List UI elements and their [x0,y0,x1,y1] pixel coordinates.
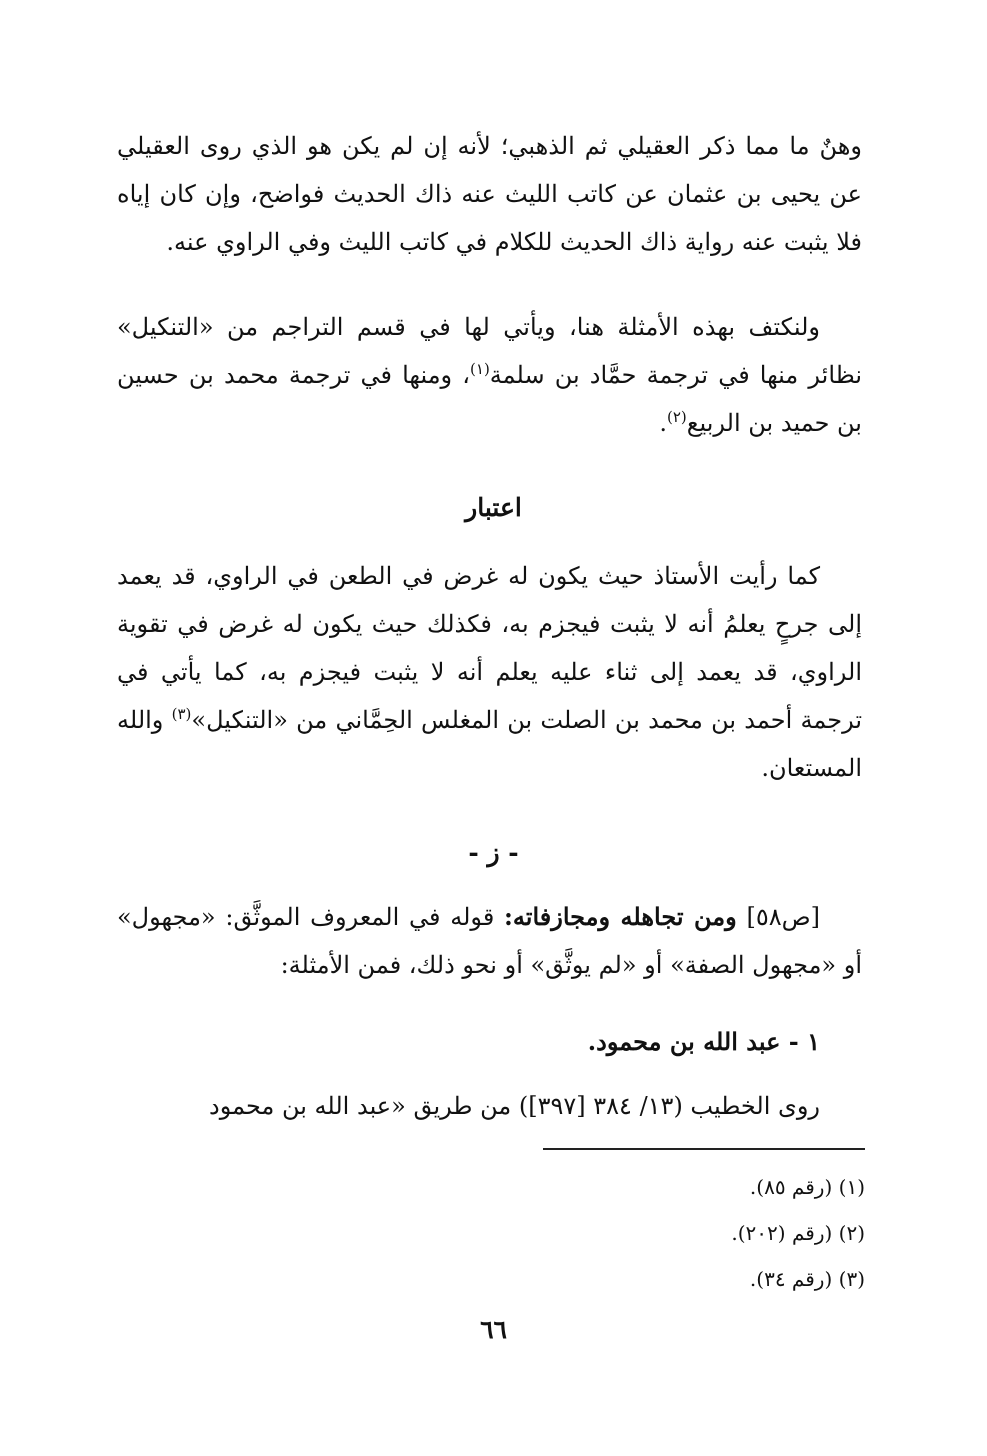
footnote-ref-2[interactable]: (٢) [666,408,687,426]
page-number: ٦٦ [480,1315,507,1344]
list-item-1-text: ١ - عبد الله بن محمود. [587,1027,820,1056]
paragraph-3 [117,552,862,792]
paragraph-4-bold: ومن تجاهله ومجازفاته: [504,902,737,931]
heading-itibar: اعتبار [465,493,522,522]
paragraph-5 [117,1082,862,1130]
page-reference: [ص٥٨] [746,903,820,931]
footnote-ref-3[interactable]: (٣) [171,705,192,723]
paragraph-2 [117,303,862,447]
paragraph-2-text-c: . [659,409,667,437]
paragraph-2-text-b: ، ومنها في ترجمة محمد بن حسين بن حميد بن الربيع [117,361,862,437]
footnote-3: (٣) (رقم ٣٤). [749,1267,865,1291]
paragraph-3-text-b: والله المستعان. [117,706,862,782]
paragraph-4 [117,893,862,989]
footnote-1: (١) (رقم ٨٥). [749,1175,865,1199]
paragraph-1-text: وهنٌ ما مما ذكر العقيلي ثم الذهبي؛ لأنه إن لم يكن هو الذي روى العقيلي عن يحيى بن عثمان عن كاتب الليث عنه ذاك الحديث فواضح، وإن كان إياه فلا يثبت عنه رواية ذاك الحديث للكلام في كاتب الليث وفي الراوي عنه. [117,132,862,256]
footnote-ref-1[interactable]: (١) [470,360,490,378]
footnote-divider [543,1148,865,1150]
paragraph-2-text-a: ولنكتف بهذه الأمثلة هنا، ويأتي لها في قسم التراجم من «التنكيل» نظائر منها في ترجمة حمَّاد بن سلمة [117,313,862,389]
paragraph-5-text: روى الخطيب (١٣/ ٣٨٤ [٣٩٧]) من طريق «عبد الله بن محمود [209,1092,820,1120]
paragraph-3-text-a: كما رأيت الأستاذ حيث يكون له غرض في الطعن في الراوي، قد يعمد إلى جرحٍ يعلمُ أنه لا يثبت فيجزم به، فكذلك حيث يكون له غرض في تقوية الراوي، قد يعمد إلى ثناء عليه يعلم أنه لا يثبت فيجزم به، كما يأتي في ترجمة أحمد بن محمد بن الصلت بن المغلس الحِمَّاني من «التنكيل» [117,562,863,734]
footnotes [465,1164,865,1302]
paragraph-1 [117,122,862,266]
list-item-1 [117,1018,862,1066]
heading-zay: - ز - [468,838,519,867]
footnote-2: (٢) (رقم (٢٠٢). [731,1221,865,1245]
paragraph-4-text: قوله في المعروف الموثَّق: «مجهول» أو «مجهول الصفة» أو «لم يوثَّق» أو نحو ذلك، فمن الأمثلة: [117,903,862,979]
